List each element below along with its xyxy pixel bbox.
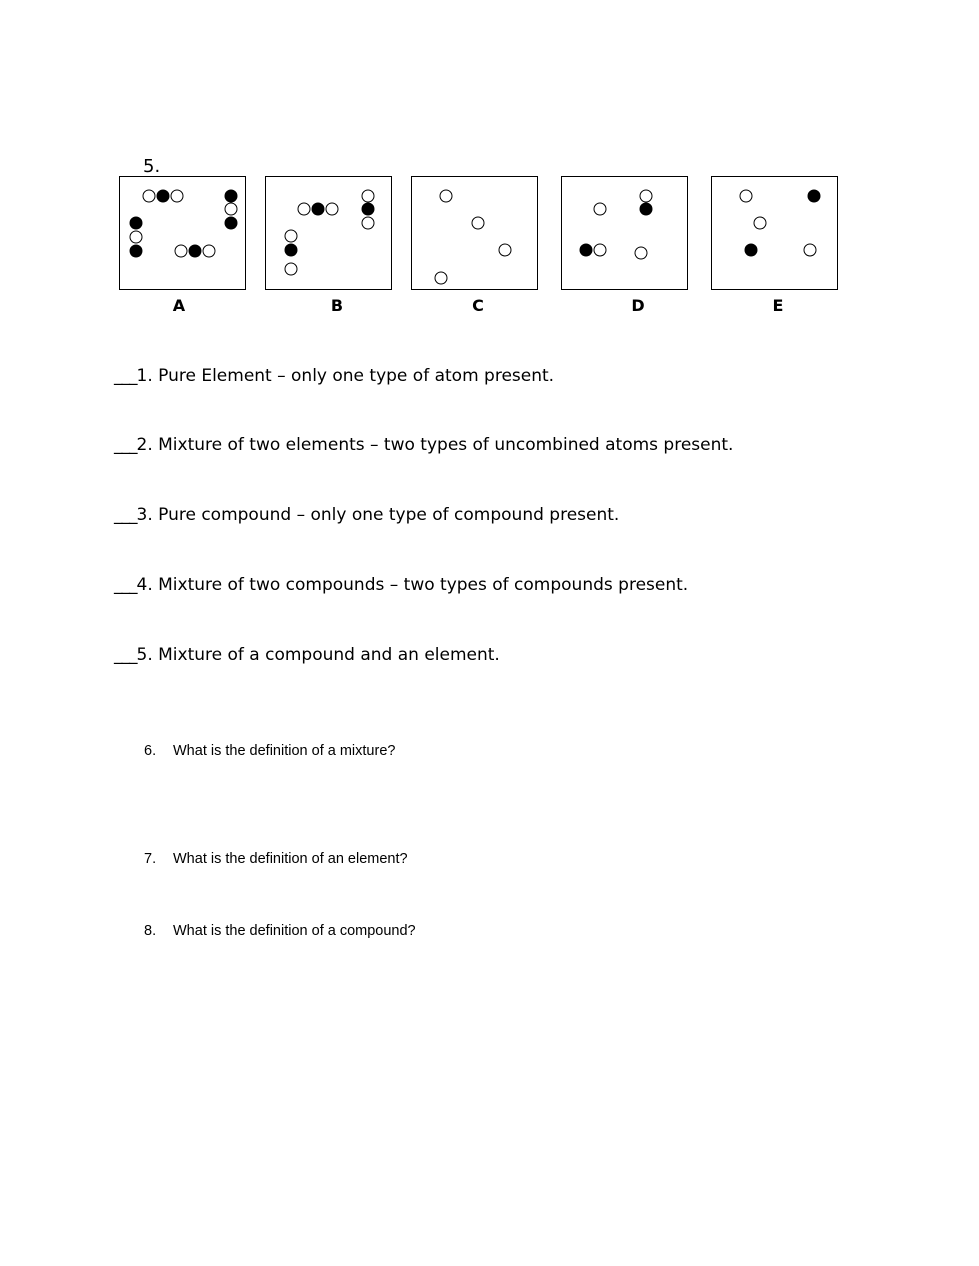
matching-text: 1. Pure Element – only one type of atom present. (136, 366, 555, 386)
white-atom (499, 244, 512, 257)
black-atom (225, 217, 238, 230)
white-atom (635, 247, 648, 260)
white-atom (472, 217, 485, 230)
particle-box-a (119, 176, 246, 290)
black-atom (285, 244, 298, 257)
question-num: 8. (144, 923, 157, 939)
white-atom (298, 203, 311, 216)
white-atom (362, 190, 375, 203)
white-atom (171, 190, 184, 203)
matching-item-2 (114, 435, 733, 455)
particle-box-e (711, 176, 838, 290)
white-atom (440, 190, 453, 203)
answer-blank[interactable]: ___ (114, 575, 137, 595)
black-atom (580, 244, 593, 257)
particle-box-c (411, 176, 538, 290)
short-answer-question-8 (144, 923, 416, 939)
black-atom (312, 203, 325, 216)
black-atom (225, 190, 238, 203)
matching-text: 4. Mixture of two compounds – two types of compounds present. (136, 575, 689, 595)
box-label-b: B (330, 296, 344, 315)
question-text: What is the definition of a compound? (173, 923, 416, 939)
white-atom (130, 231, 143, 244)
question-num: 7. (144, 851, 157, 867)
white-atom (362, 217, 375, 230)
white-atom (285, 263, 298, 276)
white-atom (740, 190, 753, 203)
black-atom (362, 203, 375, 216)
matching-text: 2. Mixture of two elements – two types of uncombined atoms present. (136, 435, 734, 455)
white-atom (285, 230, 298, 243)
white-atom (326, 203, 339, 216)
black-atom (130, 245, 143, 258)
matching-text: 3. Pure compound – only one type of compound present. (136, 505, 620, 525)
particle-box-d (561, 176, 688, 290)
black-atom (640, 203, 653, 216)
box-label-c: C (472, 296, 484, 315)
black-atom (130, 217, 143, 230)
matching-item-5 (114, 645, 500, 665)
short-answer-question-7 (144, 851, 408, 867)
black-atom (157, 190, 170, 203)
box-label-a: A (172, 296, 186, 315)
question-text: What is the definition of a mixture? (173, 743, 396, 759)
white-atom (175, 245, 188, 258)
matching-text: 5. Mixture of a compound and an element. (136, 645, 500, 665)
white-atom (594, 244, 607, 257)
white-atom (143, 190, 156, 203)
question-text: What is the definition of an element? (173, 851, 408, 867)
matching-item-1 (114, 366, 554, 386)
answer-blank[interactable]: ___ (114, 435, 137, 455)
white-atom (754, 217, 767, 230)
particle-box-b (265, 176, 392, 290)
answer-blank[interactable]: ___ (114, 366, 137, 386)
black-atom (808, 190, 821, 203)
question-number: 5. (143, 156, 161, 177)
question-num: 6. (144, 743, 157, 759)
white-atom (435, 272, 448, 285)
white-atom (594, 203, 607, 216)
white-atom (203, 245, 216, 258)
white-atom (804, 244, 817, 257)
answer-blank[interactable]: ___ (114, 645, 137, 665)
short-answer-question-6 (144, 743, 395, 759)
white-atom (640, 190, 653, 203)
black-atom (189, 245, 202, 258)
matching-item-4 (114, 575, 688, 595)
box-label-d: D (631, 296, 645, 315)
matching-item-3 (114, 505, 619, 525)
box-label-e: E (772, 296, 784, 315)
white-atom (225, 203, 238, 216)
answer-blank[interactable]: ___ (114, 505, 137, 525)
black-atom (745, 244, 758, 257)
